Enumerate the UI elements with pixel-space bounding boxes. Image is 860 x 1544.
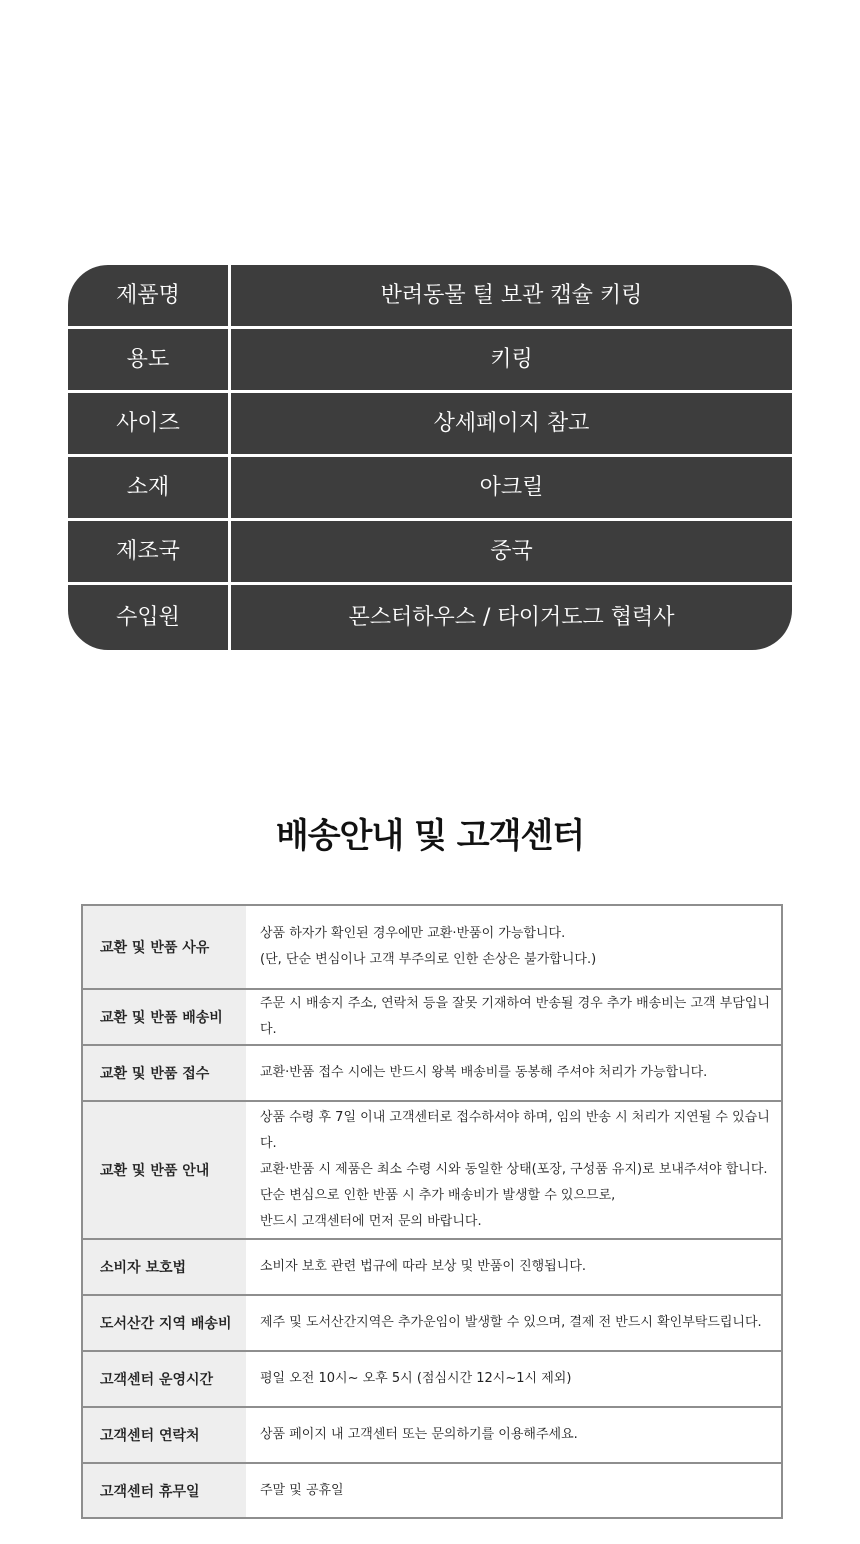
info-row-consumer-protection (83, 1240, 781, 1294)
info-value (246, 1352, 781, 1406)
spec-row-product-name (68, 265, 792, 326)
info-value (246, 1240, 781, 1294)
spec-label: 제품명 (68, 265, 228, 326)
shipping-title: 배송안내 및 고객센터 (275, 816, 585, 856)
info-line: 주말 및 공휴일 (260, 1482, 344, 1498)
info-row-cs-holidays (83, 1464, 781, 1517)
info-value (246, 1296, 781, 1350)
spec-label: 제조국 (68, 521, 228, 582)
info-line: 상품 수령 후 7일 이내 고객센터로 접수하셔야 하며, 임의 반송 시 처리가 지연될 수 있습니다. (260, 1110, 770, 1151)
info-label: 소비자 보호법 (83, 1240, 246, 1294)
spec-row-usage (68, 329, 792, 390)
info-line: 반드시 고객센터에 먼저 문의 바랍니다. (260, 1214, 482, 1229)
info-line: 상품 페이지 내 고객센터 또는 문의하기를 이용해주세요. (260, 1427, 578, 1442)
spec-value: 키링 (231, 329, 792, 390)
info-line: 단순 변심으로 인한 반품 시 추가 배송비가 발생할 수 있으므로, (260, 1188, 616, 1203)
info-line: 상품 하자가 확인된 경우에만 교환·반품이 가능합니다. (260, 926, 566, 941)
info-line: 교환·반품 접수 시에는 반드시 왕복 배송비를 동봉해 주셔야 처리가 가능합니다. (260, 1065, 708, 1080)
info-line: 주문 시 배송지 주소, 연락처 등을 잘못 기재하여 반송될 경우 추가 배송비는 고객 부담입니다. (260, 996, 770, 1037)
info-value (246, 1464, 781, 1517)
info-row-remote-area-fee (83, 1296, 781, 1350)
info-label: 교환 및 반품 배송비 (83, 990, 246, 1044)
info-row-return-reason (83, 906, 781, 988)
info-line: 제주 및 도서산간지역은 추가운임이 발생할 수 있으며, 결제 전 반드시 확인부탁드립니다. (260, 1315, 762, 1330)
info-line: (단, 단순 변심이나 고객 부주의로 인한 손상은 불가합니다.) (260, 952, 597, 967)
spec-label: 사이즈 (68, 393, 228, 454)
info-row-return-guide (83, 1102, 781, 1238)
spec-label: 수입원 (68, 585, 228, 650)
info-row-cs-contact (83, 1408, 781, 1462)
info-line: 평일 오전 10시~ 오후 5시 (점심시간 12시~1시 제외) (260, 1371, 572, 1386)
spec-value: 상세페이지 참고 (231, 393, 792, 454)
info-row-return-receipt (83, 1046, 781, 1100)
info-row-cs-hours (83, 1352, 781, 1406)
info-value (246, 1408, 781, 1462)
spec-row-material (68, 457, 792, 518)
info-line: 소비자 보호 관련 법규에 따라 보상 및 반품이 진행됩니다. (260, 1259, 587, 1274)
info-value (246, 906, 781, 988)
spec-value: 반려동물 털 보관 캡슐 키링 (231, 265, 792, 326)
info-label: 도서산간 지역 배송비 (83, 1296, 246, 1350)
info-label: 교환 및 반품 접수 (83, 1046, 246, 1100)
spec-row-importer (68, 585, 792, 650)
spec-label: 소재 (68, 457, 228, 518)
spec-value: 중국 (231, 521, 792, 582)
info-value (246, 1102, 781, 1238)
info-value (246, 990, 781, 1044)
info-row-return-fee (83, 990, 781, 1044)
spec-label: 용도 (68, 329, 228, 390)
shipping-info-table (81, 904, 783, 1519)
info-label: 교환 및 반품 사유 (83, 906, 246, 988)
spec-row-size (68, 393, 792, 454)
info-value (246, 1046, 781, 1100)
info-label: 교환 및 반품 안내 (83, 1102, 246, 1238)
spec-value: 아크릴 (231, 457, 792, 518)
info-label: 고객센터 연락처 (83, 1408, 246, 1462)
info-label: 고객센터 휴무일 (83, 1464, 246, 1517)
spec-row-country (68, 521, 792, 582)
product-spec-table (68, 265, 792, 650)
info-line: 교환·반품 시 제품은 최소 수령 시와 동일한 상태(포장, 구성품 유지)로 보내주셔야 합니다. (260, 1162, 768, 1177)
info-label: 고객센터 운영시간 (83, 1352, 246, 1406)
spec-value: 몬스터하우스 / 타이거도그 협력사 (231, 585, 792, 650)
